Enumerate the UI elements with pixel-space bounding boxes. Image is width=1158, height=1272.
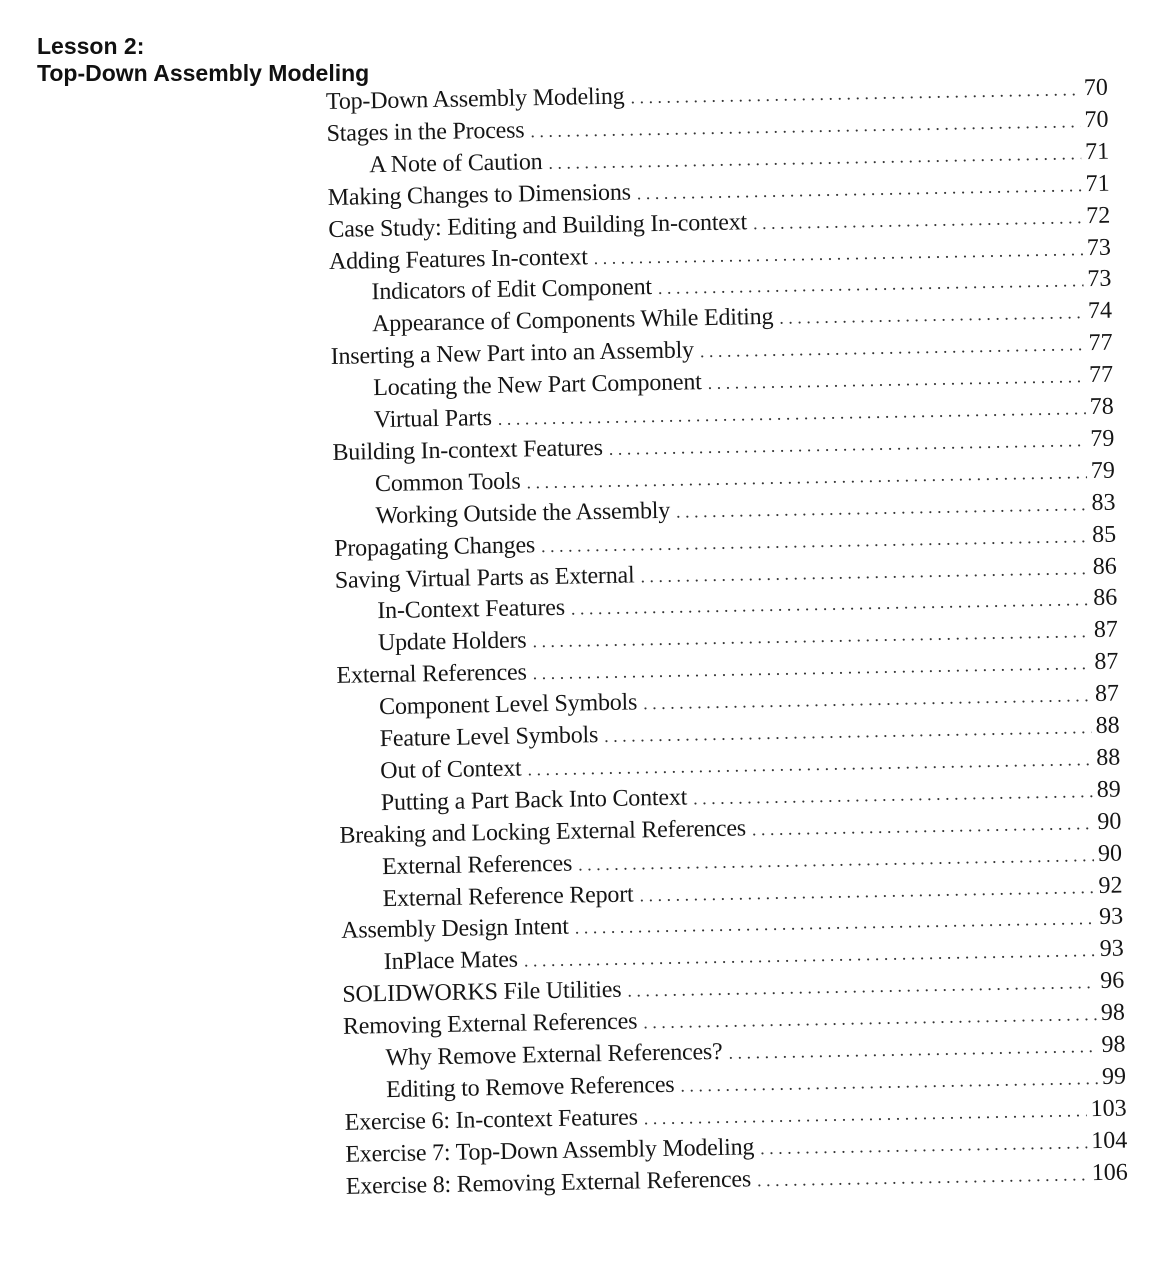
toc-entry-title: Appearance of Components While Editing (371, 304, 774, 338)
toc-entry-page: 72 (1086, 202, 1111, 229)
toc-entry-page: 103 (1090, 1095, 1127, 1122)
toc-entry-page: 98 (1101, 1031, 1126, 1058)
toc-entry-page: 73 (1086, 234, 1112, 261)
toc-entry-page: 74 (1087, 297, 1113, 325)
toc-entry-title: External References (381, 850, 573, 880)
toc-entry-page: 106 (1091, 1159, 1129, 1186)
lesson-title: Top-Down Assembly Modeling (37, 60, 370, 86)
toc-entry-page: 79 (1090, 457, 1116, 484)
toc-entry-title: Virtual Parts (373, 405, 493, 434)
toc-entry-page: 96 (1100, 967, 1125, 995)
toc-entry-title: Assembly Design Intent (340, 914, 570, 945)
toc-entry-title: Adding Features In-context (328, 243, 588, 275)
toc-entry-page: 71 (1085, 170, 1110, 197)
toc-entry-page: 87 (1093, 616, 1119, 644)
toc-entry-title: SOLIDWORKS File Utilities (342, 976, 622, 1009)
toc-entry-title: Working Outside the Assembly (375, 497, 671, 529)
toc-entry-page: 86 (1093, 584, 1118, 612)
toc-entry-page: 93 (1098, 903, 1124, 931)
toc-entry-title: Making Changes to Dimensions (327, 179, 632, 211)
toc-entry-title: Saving Virtual Parts as External (334, 561, 635, 594)
toc-entry-title: Editing to Remove References (385, 1071, 675, 1103)
toc-entry-title: External References (336, 659, 527, 690)
toc-entry-page: 78 (1089, 393, 1114, 421)
toc-entry-title: Stages in the Process (326, 117, 525, 147)
toc-entry-title: Building In-context Features (332, 434, 604, 466)
toc-entry-title: Case Study: Editing and Building In-context (328, 208, 748, 243)
toc-entry-title: External Reference Report (382, 881, 634, 912)
toc-entry-page: 89 (1096, 776, 1122, 803)
toc-entry-page: 104 (1090, 1127, 1128, 1154)
toc-entry-page: 88 (1095, 712, 1120, 740)
toc-entry-page: 87 (1094, 680, 1120, 708)
toc-entry-title: In-Context Features (377, 595, 566, 625)
toc-entry-title: Putting a Part Back Into Context (380, 784, 688, 816)
toc-entry-page: 90 (1097, 808, 1122, 835)
toc-entry-title: Why Remove External References? (385, 1038, 723, 1072)
toc-entry-title: Inserting a New Part into an Assembly (330, 337, 695, 371)
toc-entry-page: 77 (1088, 361, 1114, 389)
toc-entry-page: 87 (1094, 648, 1119, 676)
toc-entry-page: 92 (1098, 872, 1123, 899)
toc-entry-title: Removing External References (342, 1008, 638, 1040)
toc-entry-page: 73 (1087, 266, 1112, 293)
toc-entry-page: 70 (1084, 106, 1109, 133)
toc-entry-title: Exercise 7: Top-Down Assembly Modeling (345, 1134, 755, 1168)
dot-leader (757, 1158, 1088, 1196)
toc-entry-page: 79 (1090, 425, 1115, 452)
toc-entry-title: Feature Level Symbols (379, 722, 599, 753)
toc-entry-title: Indicators of Edit Component (371, 274, 653, 306)
toc-entry-page: 70 (1083, 74, 1109, 102)
toc-entry-page: 83 (1091, 489, 1116, 516)
toc-entry-page: 88 (1095, 744, 1121, 771)
toc-entry-page: 85 (1091, 521, 1117, 548)
toc-entry-title: Propagating Changes (333, 531, 536, 562)
lesson-number: Lesson 2: (37, 33, 145, 59)
toc-entry-page: 99 (1101, 1063, 1127, 1090)
toc-entry-title: Breaking and Locking External References (339, 815, 747, 849)
toc-entry-page: 93 (1099, 935, 1124, 963)
toc-entry-title: Locating the New Part Component (373, 369, 702, 402)
toc-entry-title: Update Holders (377, 627, 527, 657)
toc-entry-page: 86 (1092, 553, 1117, 580)
toc-entry-title: Out of Context (380, 755, 522, 785)
toc-entry-title: Top-Down Assembly Modeling (325, 83, 625, 115)
toc-entry-title: Exercise 6: In-context Features (344, 1104, 638, 1136)
toc-entry-title: A Note of Caution (368, 148, 543, 179)
toc-entry-page: 90 (1097, 840, 1123, 867)
toc-entry-page: 71 (1084, 138, 1110, 165)
toc-entry-page: 77 (1088, 329, 1113, 357)
toc-entry-title: InPlace Mates (383, 946, 519, 976)
toc-entry-title: Component Level Symbols (378, 689, 638, 721)
toc-entry-page: 98 (1100, 999, 1126, 1027)
toc-entry-title: Exercise 8: Removing External References (345, 1165, 752, 1200)
toc-entry-title: Common Tools (374, 468, 521, 497)
